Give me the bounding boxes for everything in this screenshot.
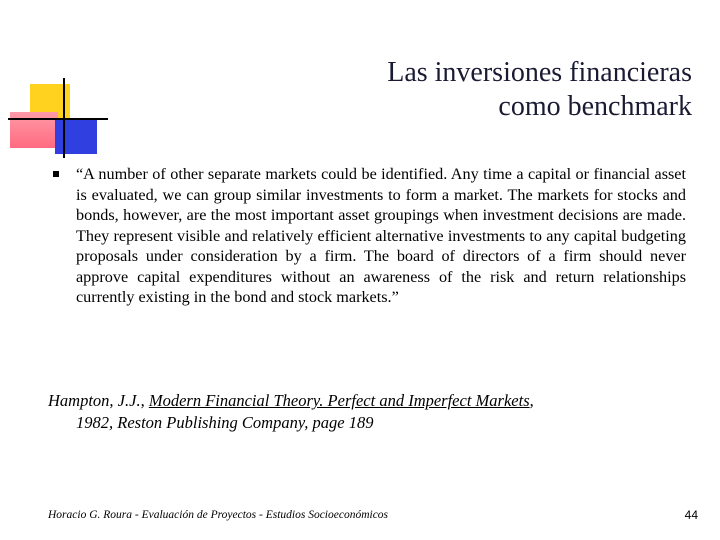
page-number: 44 [684,508,698,522]
citation-book-title: Modern Financial Theory. Perfect and Imperfect Markets [148,391,530,410]
footer-text: Horacio G. Roura - Evaluación de Proyectos - Estudios Socioeconómicos [48,509,389,521]
citation [48,390,688,434]
title-line-2: como benchmark [498,91,692,122]
citation-author: Hampton, J.J., [48,391,149,410]
square-bullet-icon [53,171,59,177]
logo-blue-square [55,118,97,154]
logo-horizontal-line [8,118,108,120]
citation-details: 1982, Reston Publishing Company, page 189 [76,413,374,432]
slide-title [192,56,692,124]
quote-text: “A number of other separate markets could be identified. Any time a capital or financial asset is evaluated, we can group similar investments to form a market. The markets for stocks and bonds, however, are the most important asset groupings when investment decisions are made. They represent visible and relatively efficient alternative investments to any capital budgeting proposals under consideration by a firm. The board of directors of a firm should never approve capital expenditures without an awareness of the risk and return relationships currently existing in the bond and stock markets.” [76,165,686,306]
title-line-1: Las inversiones financieras [387,57,692,88]
decorative-logo [0,0,110,160]
citation-separator: , [529,391,534,410]
